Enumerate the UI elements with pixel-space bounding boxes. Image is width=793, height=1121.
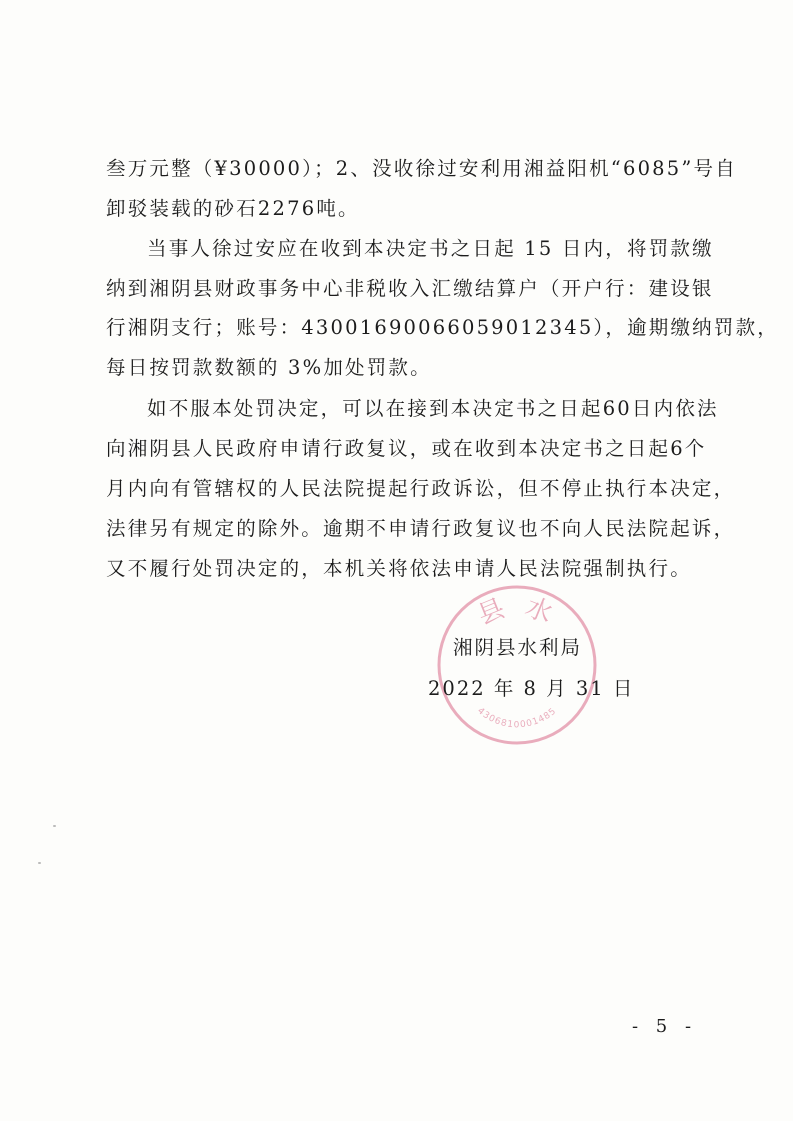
issuing-authority: 湘阴县水利局	[453, 636, 583, 659]
p2-line-4: 每日按罚款数额的 3%加处罚款。	[106, 356, 432, 379]
p3-line-4: 法律另有规定的除外。逾期不申请行政复议也不向人民法院起诉，	[106, 517, 736, 540]
scan-speck	[38, 862, 41, 864]
svg-text:4306810001485: 4306810001485	[475, 706, 559, 731]
p2-line-2: 纳到湘阴县财政事务中心非税收入汇缴结算户（开户行：建设银	[106, 277, 714, 300]
p3-line-1: 如不服本处罚决定，可以在接到本决定书之日起60日内依法	[147, 397, 719, 420]
scan-speck	[53, 825, 56, 827]
p1-line-2: 卸驳装载的砂石2276吨。	[106, 197, 360, 220]
official-seal-stamp	[432, 580, 602, 750]
p1-line-1: 叁万元整（¥30000）；2、没收徐过安利用湘益阳机“6085”号自	[106, 157, 737, 180]
p3-line-2: 向湘阴县人民政府申请行政复议，或在收到本决定书之日起6个	[106, 437, 707, 460]
p3-line-5: 又不履行处罚决定的，本机关将依法申请人民法院强制执行。	[106, 557, 692, 580]
issue-date: 2022 年 8 月 31 日	[428, 677, 635, 700]
page-number: - 5 -	[632, 1016, 698, 1037]
p2-line-1: 当事人徐过安应在收到本决定书之日起 15 日内，将罚款缴	[147, 237, 714, 260]
p2-line-3: 行湘阴支行；账号：43001690066059012345），逾期缴纳罚款，	[106, 316, 779, 339]
svg-text:县 水: 县 水	[473, 592, 561, 632]
p3-line-3: 月内向有管辖权的人民法院提起行政诉讼，但不停止执行本决定，	[106, 477, 736, 500]
